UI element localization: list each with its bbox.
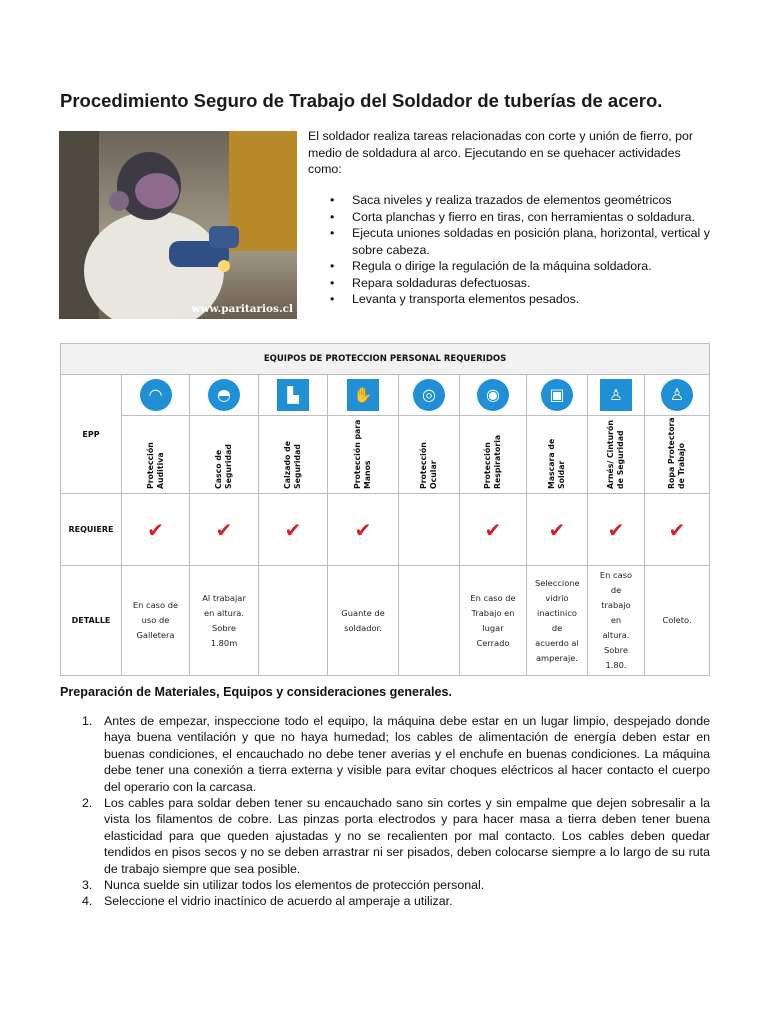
section-title: Preparación de Materiales, Equipos y consideraciones generales. [60, 685, 452, 699]
ppe-name: Ropa Protectora de Trabajo [667, 417, 687, 489]
list-item: • Regula o dirige la regulación de la máquina soldadora. [330, 258, 710, 275]
required-cell [460, 494, 527, 566]
detail-cell: Guante de soldador. [328, 566, 399, 676]
detail-cell: Al trabajar en altura. Sobre 1.80m [190, 566, 259, 676]
list-item: • Saca niveles y realiza trazados de elementos geométricos [330, 192, 710, 209]
detail-cell: En caso de trabajo en altura. Sobre 1.80. [588, 566, 645, 676]
list-item [60, 893, 710, 909]
check-icon: ✔ [147, 517, 164, 542]
steps-list [60, 713, 710, 910]
check-icon: ✔ [284, 517, 302, 542]
ear-protection-icon: ◠ [140, 379, 172, 411]
activities-list [330, 192, 710, 308]
step-text: Nunca suelde sin utilizar todos los elementos de protección personal. [104, 878, 485, 893]
respirator-icon: ◉ [477, 379, 509, 411]
ppe-name: Protección Auditiva [145, 442, 165, 489]
check-icon: ✔ [668, 517, 686, 542]
ppe-name: Protección Ocular [419, 442, 438, 489]
required-cell [399, 494, 460, 566]
check-icon: ✔ [215, 517, 233, 542]
step-number: 4. [82, 894, 93, 909]
check-icon: ✔ [484, 517, 502, 542]
required-cell [328, 494, 399, 566]
required-cell [122, 494, 190, 566]
welding-mask-icon: ▣ [541, 379, 573, 411]
row-label-epp: EPP [61, 375, 122, 494]
required-cell [588, 494, 645, 566]
ppe-table [60, 343, 710, 676]
list-item: • Repara soldaduras defectuosas. [330, 275, 710, 292]
coverall-icon: ♙ [661, 379, 693, 411]
step-text: Seleccione el vidrio inactínico de acuerdo al amperaje a utilizar. [104, 894, 453, 909]
goggles-icon: ◎ [413, 379, 445, 411]
row-label-requiere: REQUIERE [61, 494, 122, 566]
page-title: Procedimiento Seguro de Trabajo del Soldador de tuberías de acero. [60, 90, 663, 111]
row-label-detalle: DETALLE [61, 566, 122, 676]
step-text: Los cables para soldar deben tener su encauchado sano sin cortes y sin empalme que dejen sobresalir a la vista los filamentos de cobre. Las pinzas porta electrodos y para hacer masa a tierra deben tener buena elasticidad para que queden ajustadas y no se recalienten por mal contacto. Los cables deben quedar tendidos en pisos secos y no se deben arrastrar ni ser pisados, deben colocarse siempre a lo largo de su ruta de trabajo siempre que sea posible. [104, 796, 710, 876]
check-icon: ✔ [548, 517, 566, 542]
list-item [60, 713, 710, 795]
ppe-name: Arnés/ Cinturón de Seguridad [606, 420, 625, 489]
detail-cell [259, 566, 328, 676]
intro-paragraph: El soldador realiza tareas relacionadas con corte y unión de fierro, por medio de soldadura al arco. Ejecutando en se quehacer actividades como: [308, 129, 694, 176]
welder-photo [59, 131, 297, 319]
welder-illustration [59, 131, 297, 319]
list-item: • Levanta y transporta elementos pesados. [330, 291, 710, 308]
step-number: 3. [82, 878, 93, 893]
list-item: • Ejecuta uniones soldadas en posición plana, horizontal, vertical y sobre cabeza. [330, 225, 710, 258]
step-number: 1. [82, 714, 93, 728]
glove-icon: ✋ [347, 379, 379, 411]
detail-cell [399, 566, 460, 676]
harness-icon: ♙ [600, 379, 632, 411]
required-cell [645, 494, 710, 566]
hard-hat-icon: ◓ [208, 379, 240, 411]
detail-cell: Seleccione vidrio inactinico de acuerdo al amperaje. [527, 566, 588, 676]
detail-cell: Coleto. [645, 566, 710, 676]
detail-cell: En caso de Trabajo en lugar Cerrado [460, 566, 527, 676]
ppe-name: Protección Respiratoria [483, 434, 502, 489]
ppe-name: Mascara de Soldar [547, 438, 566, 489]
list-item: • Corta planchas y fierro en tiras, con herramientas o soldadura. [330, 209, 710, 226]
step-text: Antes de empezar, inspeccione todo el equipo, la máquina debe estar en un lugar limpio, despejado donde haya buena ventilación y que no haya humedad; los cables de alimentación de energía deben estar en buenas condiciones, el encauchado no debe tener averias y el enchufe en buenas condiciones. La máquina debe tener una conexión a tierra externa y visible para evitar choques eléctricos al hacer contacto el cuerpo del operario con la carcasa. [104, 714, 710, 794]
check-icon: ✔ [354, 517, 372, 542]
ppe-name: Casco de Seguridad [214, 444, 233, 489]
step-number: 2. [82, 796, 93, 811]
required-cell [527, 494, 588, 566]
ppe-table-header: EQUIPOS DE PROTECCION PERSONAL REQUERIDOS [61, 344, 710, 375]
ppe-name: Protección para Manos [353, 419, 372, 489]
check-icon: ✔ [607, 517, 625, 542]
list-item [60, 795, 710, 877]
required-cell [259, 494, 328, 566]
boot-icon: ▙ [277, 379, 309, 411]
ppe-name: Calzado de Seguridad [283, 441, 302, 489]
required-cell [190, 494, 259, 566]
list-item [60, 877, 710, 893]
detail-cell: En caso de uso de Galletera [122, 566, 190, 676]
photo-watermark: www.paritarios.cl [191, 303, 293, 315]
